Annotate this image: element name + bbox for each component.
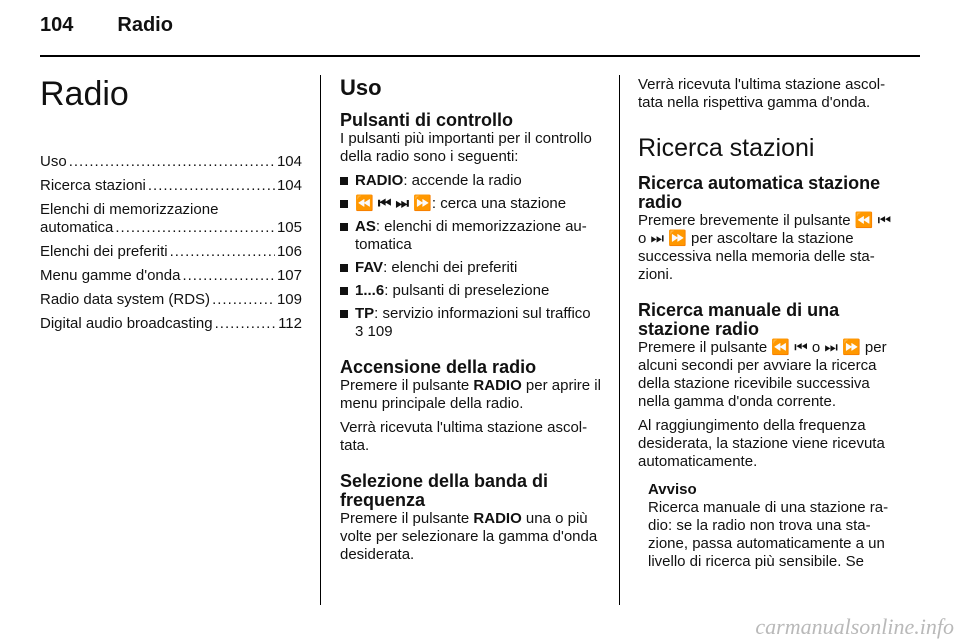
controls-list <box>340 172 602 341</box>
paragraph: Premere il pulsante RADIO una o più volte per selezionare la gamma d'onda desiderata. <box>340 510 598 563</box>
toc-entry-page: 104 <box>276 177 302 194</box>
paragraph: Al raggiungimento della frequenza desiderata, la stazione viene ricevuta automaticamente. <box>638 417 885 470</box>
column-divider <box>619 75 620 605</box>
toc-entry-label: Elenchi dei preferiti <box>40 243 168 260</box>
subheading: Ricerca manuale di una stazione radio <box>638 300 840 339</box>
paragraph: Verrà ricevuta l'ultima stazione ascoltata. <box>340 419 588 454</box>
control-desc: : pulsanti di preselezione <box>384 282 550 299</box>
control-key: 1...6 <box>355 282 385 299</box>
note-box <box>648 481 902 571</box>
toc-entry-page: 109 <box>276 291 302 308</box>
toc-entry-page: 104 <box>276 153 302 170</box>
bullet-icon <box>340 264 348 272</box>
list-item <box>340 259 602 277</box>
note-title: Avviso <box>648 481 697 498</box>
list-item <box>340 172 602 190</box>
toc-entry[interactable] <box>40 177 302 195</box>
control-desc: : elenchi dei preferiti <box>383 259 518 276</box>
bullet-icon <box>340 177 348 185</box>
toc-column <box>40 76 302 339</box>
toc-entry[interactable] <box>40 315 302 333</box>
bullet-icon <box>340 287 348 295</box>
control-key: FAV <box>355 259 384 276</box>
toc-entry-page: 105 <box>276 219 302 236</box>
control-desc: : cerca una stazione <box>431 195 567 212</box>
header-rule <box>40 55 920 57</box>
section-title: Radio <box>117 14 173 36</box>
toc-entry-label-line1: Elenchi di memorizzazione <box>40 201 219 218</box>
bullet-icon <box>340 223 348 231</box>
toc-entry-label: Ricerca stazioni <box>40 177 146 194</box>
content-column-3 <box>638 76 902 571</box>
section-heading: Ricerca stazioni <box>638 134 815 162</box>
content-column-2 <box>340 76 602 570</box>
toc-entry-label: Digital audio broadcasting <box>40 315 213 332</box>
control-desc: : servizio informazioni sul traffico <box>374 305 591 322</box>
bullet-icon <box>340 310 348 318</box>
page-header <box>40 14 173 37</box>
toc-entry-page: 107 <box>276 267 302 284</box>
subheading: Pulsanti di controllo <box>340 110 514 130</box>
control-key: AS <box>355 218 376 235</box>
paragraph: Verrà ricevuta l'ultima stazione ascoltata nella rispettiva gamma d'onda. <box>638 76 886 111</box>
paragraph: Premere il pulsante ⏪ ⏮ o ⏭ ⏩ per alcuni secondi per avviare la ricerca della stazione ricevibile successiva nella gamma d'onda corrente. <box>638 339 887 410</box>
watermark: carmanualsonline.info <box>755 614 954 639</box>
paragraph: I pulsanti più importanti per il controllo della radio sono i seguenti: <box>340 130 592 165</box>
control-key: RADIO <box>355 172 404 189</box>
list-item <box>340 282 602 300</box>
note-text: Ricerca manuale di una stazione radio: se la radio non trova una stazione, passa automaticamente a un livello di ricerca più sensibile. Se <box>648 499 889 570</box>
toc-entry-label: Menu gamme d'onda <box>40 267 181 284</box>
list-item <box>340 195 602 213</box>
toc-entry[interactable] <box>40 267 302 285</box>
paragraph: Premere brevemente il pulsante ⏪ ⏮ o ⏭ ⏩ per ascoltare la stazione successiva nella memoria delle stazioni. <box>638 212 892 283</box>
control-desc: : accende la radio <box>403 172 522 189</box>
toc-entry-label: automatica <box>40 219 114 236</box>
subheading: Ricerca automatica stazione radio <box>638 173 881 212</box>
subheading: Selezione della banda di frequenza <box>340 471 549 510</box>
bullet-icon <box>340 200 348 208</box>
paragraph: Premere il pulsante RADIO per aprire il menu principale della radio. <box>340 377 601 412</box>
seek-buttons-icon: ⏪ ⏮ ⏭ ⏩ <box>355 195 432 212</box>
page-reference[interactable]: 3 109 <box>355 323 393 340</box>
toc-entry[interactable] <box>40 153 302 171</box>
list-item <box>340 218 602 254</box>
subheading: Accensione della radio <box>340 357 537 377</box>
toc-entry-label: Uso <box>40 153 67 170</box>
page-number: 104 <box>40 14 74 36</box>
control-key: TP <box>355 305 375 322</box>
chapter-title: Radio <box>40 75 129 113</box>
control-desc: : elenchi di memorizzazione automatica <box>355 218 587 253</box>
toc-entry[interactable] <box>40 243 302 261</box>
section-heading: Uso <box>340 75 382 100</box>
column-divider <box>320 75 321 605</box>
toc-entry[interactable] <box>40 201 302 237</box>
toc-entry-page: 112 <box>278 315 302 332</box>
toc-entry[interactable] <box>40 291 302 309</box>
list-item <box>340 305 602 341</box>
toc-entry-label: Radio data system (RDS) <box>40 291 211 308</box>
toc-entry-page: 106 <box>276 243 302 260</box>
